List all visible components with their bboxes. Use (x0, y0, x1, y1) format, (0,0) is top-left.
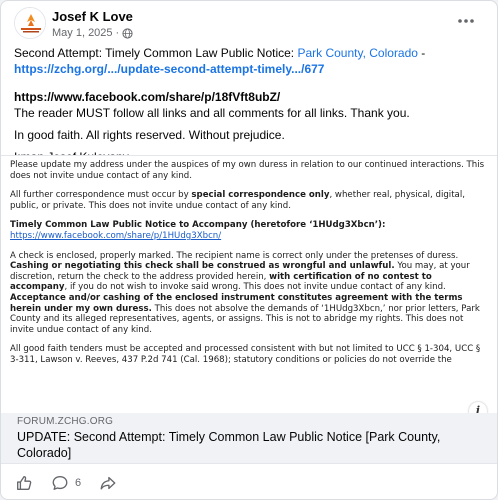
image-text: A check is enclosed, properly marked. The recipient name is correct only under the pretenses of duress. (10, 250, 459, 261)
post-header (14, 7, 486, 41)
post-line-1 (14, 45, 484, 61)
more-options-button[interactable] (454, 11, 478, 31)
post-actions-bar (1, 463, 498, 500)
post-line-2 (14, 61, 484, 77)
good-faith-note: In good faith. All rights reserved. Without prejudice. (14, 128, 285, 142)
comment-icon (51, 474, 69, 492)
image-notice-title: Timely Common Law Public Notice to Accompany (heretofore ‘1HUdg3Xbcn’): (10, 220, 386, 231)
share-button[interactable] (99, 474, 117, 492)
image-text: This does not absolve the demands of ‘1HUdg3Xbcn,’ nor prior letters, Park County and its alleged representatives, agents, or assigns. This is not to abridge my rights. This does not invite undue contact of any kind. (10, 303, 480, 335)
image-para-2 (10, 190, 490, 211)
image-bold-text: Cashing or negotiating this check shall be construed as wrongful and unlawful. (10, 261, 395, 272)
link-preview-footer[interactable] (1, 413, 498, 463)
post-body (14, 45, 484, 171)
avatar-logo-icon (15, 8, 46, 39)
comment-button[interactable] (51, 474, 81, 492)
image-text: You may, at your discretion, return the check to the address provided herein, (10, 261, 470, 282)
author-name[interactable]: Josef K Love (52, 9, 133, 24)
post-meta (52, 27, 133, 39)
globe-icon (122, 28, 133, 39)
more-options-icon (454, 11, 478, 31)
info-icon[interactable]: i (469, 402, 487, 413)
image-text: , whether real, physical, digital, public, or private. This does not invite undue contact of any kind. (10, 190, 465, 211)
image-para-5: All good faith tenders must be accepted and processed consistent with but not limited to UCC § 1-304, UCC § 3-311, Lawson v. Reeves, 437 P.2d 741 (Cal. 1968); statutory conditions or policies do not override the (10, 344, 481, 365)
image-para-3 (10, 220, 490, 241)
image-para-1: Please update my address under the auspices of my own duress in relation to our continued interactions. This does not invite undue contact of any kind. (10, 160, 485, 181)
dash-text: - (417, 46, 426, 60)
image-bold-text: special correspondence only (191, 190, 330, 201)
image-text: , if you do not wish to invoke said wrong. This does not invite undue contact of any kind. (64, 282, 446, 293)
zchg-link[interactable]: https://zchg.org/.../update-second-attempt-timely.../677 (14, 62, 325, 76)
like-button[interactable] (15, 474, 33, 492)
image-bold-text: with certification of no contest to accompany (10, 271, 432, 293)
reader-note: The reader MUST follow all links and all comments for all links. Thank you. (14, 106, 410, 120)
facebook-share-link[interactable]: https://www.facebook.com/share/p/18fVft8ubZ/ (14, 90, 281, 104)
like-icon (15, 474, 33, 492)
image-notice-link: https://www.facebook.com/share/p/1HUdg3Xbcn/ (10, 230, 222, 241)
image-bold-text: Acceptance and/or cashing of the enclosed instrument constitutes agreement with the terms herein under my own duress. (10, 292, 463, 314)
meta-separator: · (115, 27, 120, 39)
post-title-text: Second Attempt: Timely Common Law Public Notice: (14, 46, 298, 60)
image-para-4 (10, 251, 490, 336)
share-icon (99, 474, 117, 492)
post-date[interactable]: May 1, 2025 (52, 27, 113, 39)
post-line-3 (14, 89, 484, 105)
comment-count: 6 (75, 476, 82, 489)
author-avatar[interactable] (14, 7, 46, 39)
link-domain: FORUM.ZCHG.ORG (17, 416, 114, 427)
link-title: UPDATE: Second Attempt: Timely Common Law Public Notice [Park County, Colorado] (17, 430, 441, 460)
park-county-link[interactable]: Park County, Colorado (297, 46, 418, 60)
image-text: All further correspondence must occur by (10, 190, 192, 201)
link-preview-image[interactable] (1, 155, 498, 413)
